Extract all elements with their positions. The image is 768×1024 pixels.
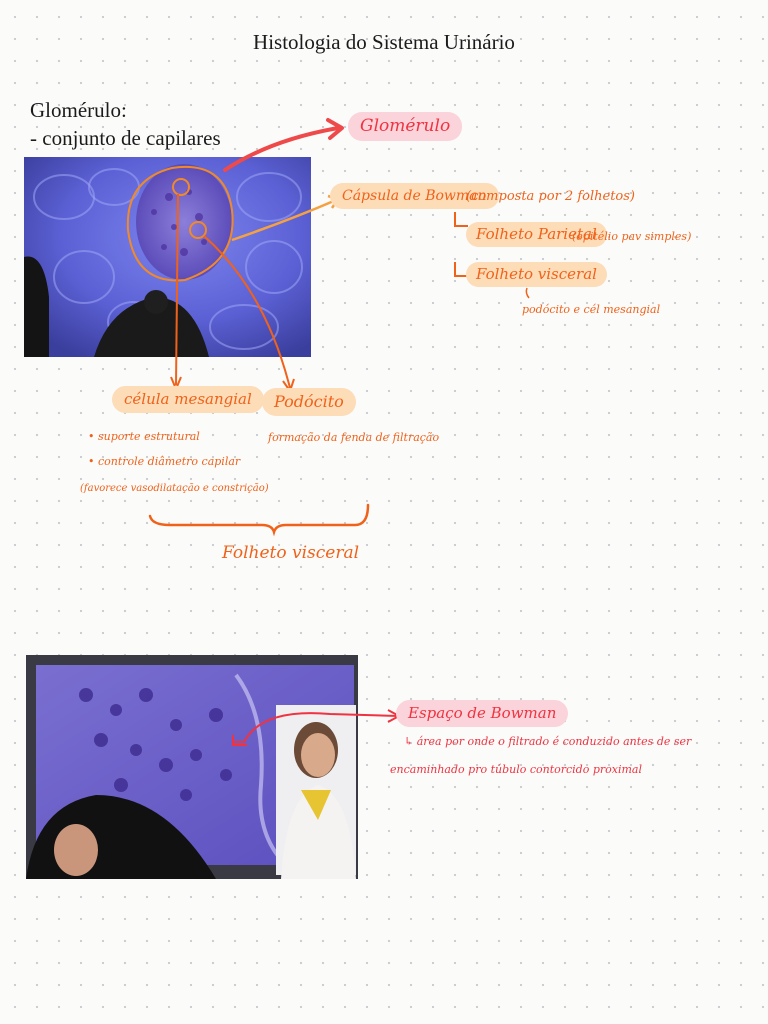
podocyte-circle xyxy=(190,222,206,238)
capsula-arrow xyxy=(232,200,336,240)
visceral-connector xyxy=(526,288,529,298)
espaco-note-line-2: encaminhado pro túbulo contorcido proximal xyxy=(390,763,642,776)
capsula-bowman-label: Cápsula de Bowman xyxy=(330,183,499,209)
mesangial-item-3: (favorece vasodilatação e constrição) xyxy=(80,483,269,494)
heading-line-2: - conjunto de capilares xyxy=(30,126,221,150)
podocito-note: formação da fenda de filtração xyxy=(268,431,440,444)
glomerulo-tag: Glomérulo xyxy=(348,112,462,141)
mesangial-circle xyxy=(173,179,189,195)
curly-brace xyxy=(150,505,368,532)
glomerulus-circle xyxy=(128,167,233,281)
mesangial-item-1: • suporte estrutural xyxy=(88,430,200,443)
podocito-label: Podócito xyxy=(262,388,356,416)
page-title: Histologia do Sistema Urinário xyxy=(253,30,515,54)
folheto-parietal-label: Folheto Parietal xyxy=(466,222,607,247)
bowman-space-arrow xyxy=(233,713,398,742)
mesangial-arrow xyxy=(176,194,178,385)
folheto-visceral-brace-label: Folheto visceral xyxy=(222,543,360,563)
podocito-arrow xyxy=(204,236,290,388)
espaco-note-line-1: ↳ área por onde o filtrado é conduzido antes de ser xyxy=(404,735,692,748)
celula-mesangial-label: célula mesangial xyxy=(112,386,264,413)
folheto-visceral-label: Folheto visceral xyxy=(466,262,607,287)
hook-arrow-icon xyxy=(455,212,468,226)
espaco-bowman-label: Espaço de Bowman xyxy=(396,700,568,727)
capsula-note: (composta por 2 folhetos) xyxy=(466,189,635,204)
parietal-note: (epitélio pav simples) xyxy=(572,230,692,243)
heading-line-1: Glomérulo: xyxy=(30,98,127,122)
mesangial-item-2: • controle diâmetro capilar xyxy=(88,455,241,468)
glomerulo-arrow xyxy=(225,128,338,170)
visceral-note: podócito e cél mesangial xyxy=(522,303,661,316)
